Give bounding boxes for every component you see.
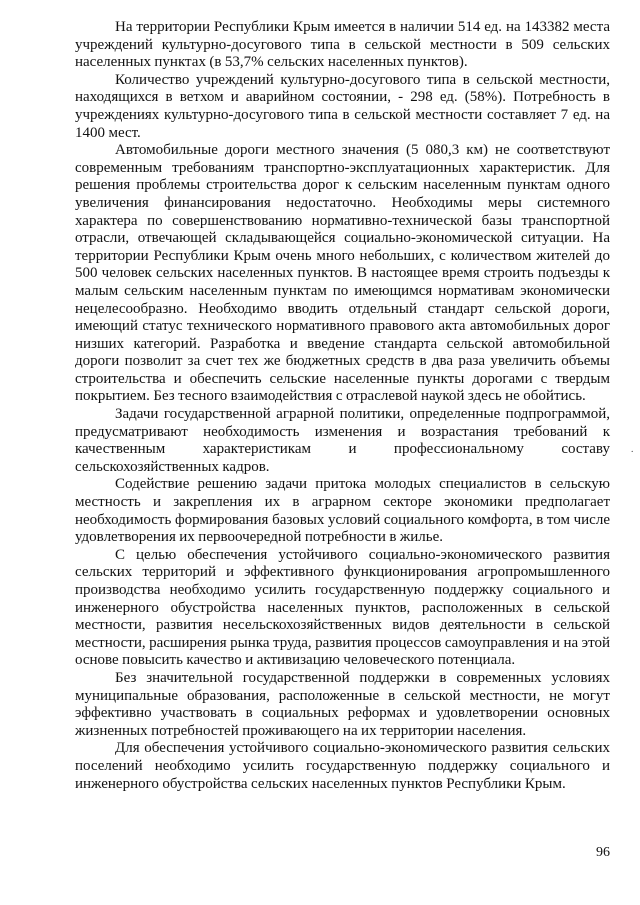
paragraph-cultural-institutions: На территории Республики Крым имеется в наличии 514 ед. на 143382 места учреждений культурно-досугового типа в сельской местности в 509 сельских населенных пунктах (в 53,7% сельских населенных пунктов). xyxy=(75,19,610,71)
paragraph-sustainable-development: С целью обеспечения устойчивого социально-экономического развития сельских территорий и эффективного функционирования агропромышленного производства необходимо усилить государственную поддержку социального и инженерного обустройства населенных пунктов, расположенных в сельской местности, развития несельскохозяйственных видов деятельности в сельской местности, расширения рынка труда, развития процессов самоуправления и на этой основе повысить качество и активизацию человеческого потенциала. xyxy=(75,546,610,669)
scan-margin-mark: · xyxy=(630,446,634,458)
paragraph-agrarian-policy: Задачи государственной аграрной политики, определенные подпрограммой, предусматривают необходимость изменения и возрастания требований к качественным характеристикам и профессиональному составу сельскохозяйственных кадров. xyxy=(75,406,610,475)
paragraph-young-specialists: Содействие решению задачи притока молодых специалистов в сельскую местность и закрепления их в аграрном секторе экономики предполагает необходимость формирования базовых условий социального комфорта, в том числе удовлетворения их первоочередной потребности в жилье. xyxy=(75,476,610,546)
paragraph-local-roads: Автомобильные дороги местного значения (5 080,3 км) не соответствуют современным требованиям транспортно-эксплуатационных характеристик. Для решения проблемы строительства дорог к сельским населенным пунктам одного увеличения финансирования недостаточно. Необходимы меры системного характера по совершенствованию нормативно-технической базы транспортной отрасли, отвечающей складывающейся социально-экономической ситуации. На территории Республики Крым очень много небольших, с количеством жителей до 500 человек сельских населенных пунктов. В настоящее время строить подъезды к малым сельским населенным пунктам по имеющимся нормативам экономически нецелесообразно. Необходимо вводить отдельный стандарт сельской дороги, имеющий статус технического нормативного правового акта автомобильных дорог низших категорий. Разработка и введение стандарта сельской автомобильной дороги позволит за счет тех же бюджетных средств в два раза увеличить объемы строительства и обеспечить сельские населенные пункты дорогами с твердым покрытием. Без тесного взаимодействия с отраслевой наукой здесь не обойтись. xyxy=(75,142,610,405)
paragraph-dilapidated-institutions: Количество учреждений культурно-досугового типа в сельской местности, находящихся в ветхом и аварийном состоянии, - 298 ед. (58%). Потребность в учреждениях культурно-досугового типа в сельской местности составляет 7 ед. на 1400 мест. xyxy=(75,71,610,141)
paragraph-rural-settlements: Для обеспечения устойчивого социально-экономического развития сельских поселений необходимо усилить государственную поддержку социального и инженерного обустройства сельских населенных пунктов Республики Крым. xyxy=(75,740,610,792)
page-number: 96 xyxy=(596,845,610,860)
paragraph-state-support: Без значительной государственной поддержки в современных условиях муниципальные образования, расположенные в сельской местности, не могут эффективно участвовать в социальных реформах и удовлетворении основных жизненных потребностей проживающего на их территории населения. xyxy=(75,669,610,739)
